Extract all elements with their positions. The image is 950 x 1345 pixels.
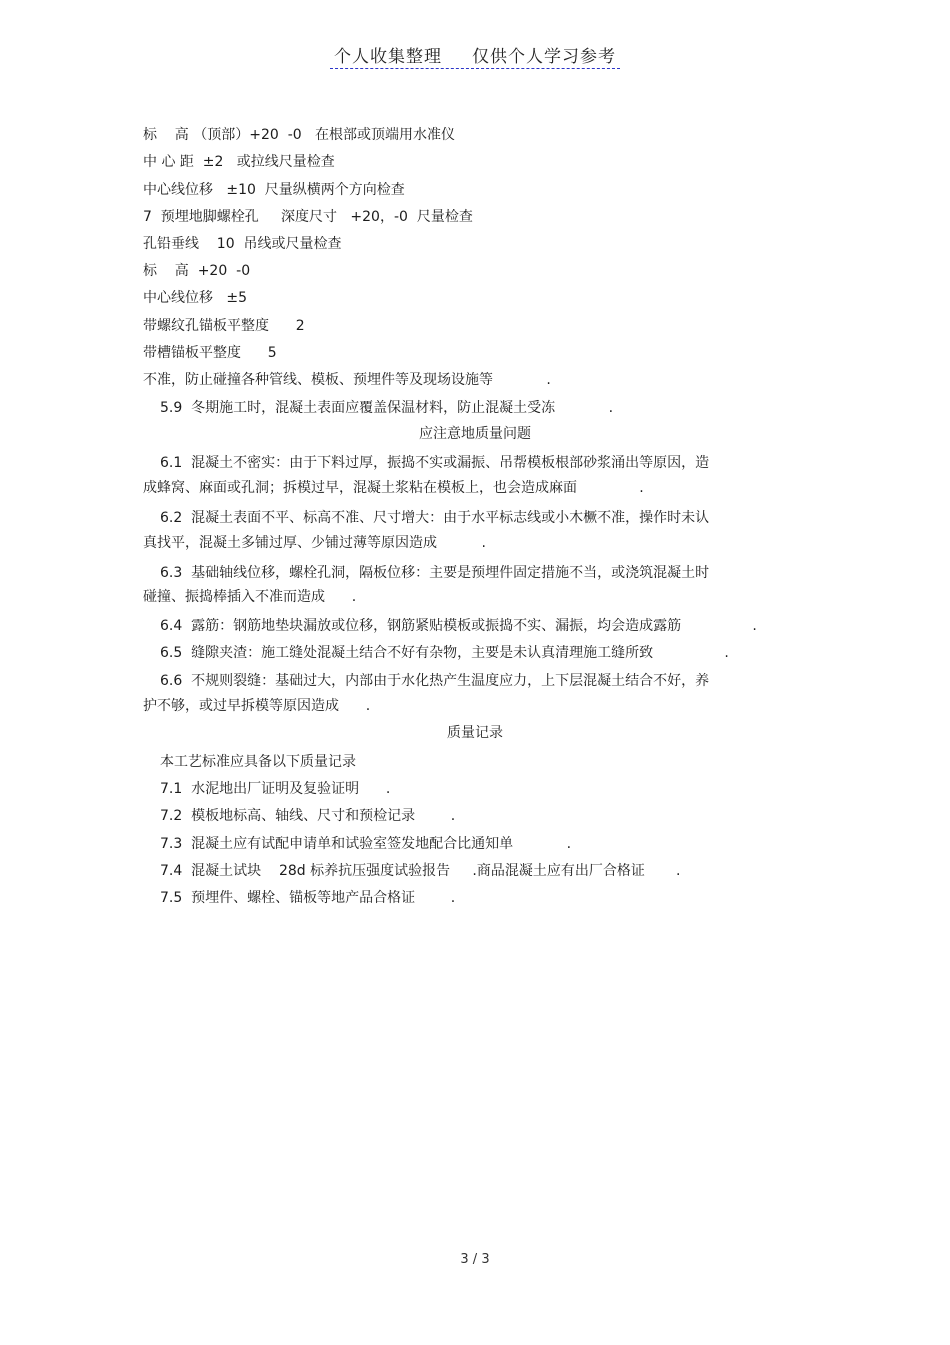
spec-line: 标 高 +20 -0	[143, 263, 251, 279]
paragraph-line: 6.3 基础轴线位移，螺栓孔洞，隔板位移：主要是预埋件固定措施不当，或浇筑混凝土时	[160, 565, 710, 581]
header-watermark-text	[330, 42, 620, 69]
spec-line: 中心线位移 ±10 尺量纵横两个方向检查	[143, 182, 405, 198]
page-number: 3 / 3	[460, 1252, 490, 1267]
paragraph-line: 真找平，混凝土多铺过厚、少铺过薄等原因造成 .	[143, 535, 486, 551]
section-heading: 质量记录	[447, 725, 503, 741]
paragraph-line: 5.9 冬期施工时，混凝土表面应覆盖保温材料，防止混凝土受冻 .	[160, 400, 614, 416]
header-left-text: 个人收集整理	[334, 47, 442, 67]
record-item: 7.1 水泥地出厂证明及复验证明 .	[160, 781, 391, 797]
paragraph-line: 6.6 不规则裂缝：基础过大，内部由于水化热产生温度应力，上下层混凝土结合不好，养	[160, 673, 710, 689]
spec-line: 中 心 距 ±2 或拉线尺量检查	[143, 154, 335, 170]
record-item: 7.5 预埋件、螺栓、锚板等地产品合格证 .	[160, 890, 456, 906]
page-header	[0, 42, 950, 69]
paragraph-line: 碰撞、振捣棒插入不准而造成 .	[143, 589, 357, 605]
spec-line: 孔铅垂线 10 吊线或尺量检查	[143, 236, 342, 252]
record-item: 7.3 混凝土应有试配申请单和试验室签发地配合比通知单 .	[160, 836, 572, 852]
spec-line: 标 高 （顶部）+20 -0 在根部或顶端用水准仪	[143, 127, 456, 143]
spec-line: 中心线位移 ±5	[143, 290, 247, 306]
paragraph-line: 6.2 混凝土表面不平、标高不准、尺寸增大：由于水平标志线或小木橛不准，操作时未认	[160, 510, 710, 526]
paragraph-line: 护不够，或过早拆模等原因造成 .	[143, 698, 371, 714]
header-right-text: 仅供个人学习参考	[472, 47, 616, 67]
spec-line: 7 预埋地脚螺栓孔 深度尺寸 +20，-0 尺量检查	[143, 209, 473, 225]
record-item: 7.2 模板地标高、轴线、尺寸和预检记录 .	[160, 808, 456, 824]
section-heading: 应注意地质量问题	[419, 426, 531, 442]
spec-line: 带螺纹孔锚板平整度 2	[143, 318, 305, 334]
record-item: 7.4 混凝土试块 28d 标养抗压强度试验报告 .商品混凝土应有出厂合格证 .	[160, 863, 681, 879]
spec-line: 带槽锚板平整度 5	[143, 345, 277, 361]
paragraph-line: 成蜂窝、麻面或孔洞；拆模过早，混凝土浆粘在模板上，也会造成麻面 .	[143, 480, 644, 496]
paragraph-line: 6.4 露筋：钢筋地垫块漏放或位移，钢筋紧贴模板或振捣不实、漏振，均会造成露筋 .	[160, 618, 757, 634]
paragraph-line: 6.1 混凝土不密实：由于下料过厚，振捣不实或漏振、吊帮模板根部砂浆涌出等原因，造	[160, 455, 710, 471]
paragraph-line: 不准，防止碰撞各种管线、模板、预埋件等及现场设施等 .	[143, 372, 551, 388]
paragraph-line: 本工艺标准应具备以下质量记录	[160, 754, 356, 770]
paragraph-line: 6.5 缝隙夹渣：施工缝处混凝土结合不好有杂物，主要是未认真清理施工缝所致 .	[160, 645, 729, 661]
